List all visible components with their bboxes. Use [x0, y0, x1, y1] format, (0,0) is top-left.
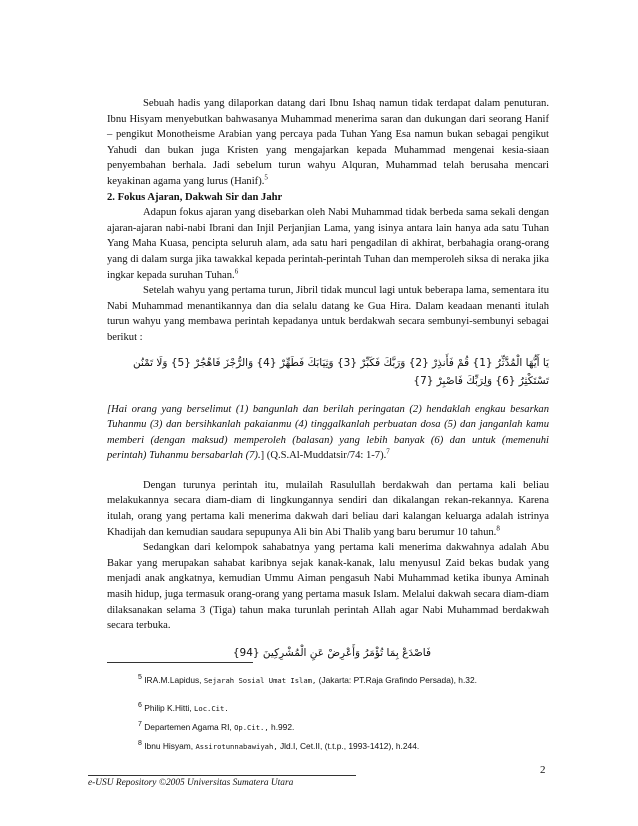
footnote-ref-8[interactable]: 8	[496, 524, 500, 533]
footnote-ref-5[interactable]: 5	[264, 173, 268, 182]
paragraph-fokus-ajaran: Adapun fokus ajaran yang disebarkan oleh Nabi Muhammad tidak berbeda sama sekali dengan ajaran-ajaran nabi-nabi Ibrani dan Injil Perjanjian Lama, yang isinya antara lain hanya ada satu Tuhan Yang Maha Kuasa, pencipta seluruh alam, ada satu hari pengadilan di akhirat, berbahagia orang-orang yang di dalam surga jika tawakkal kepada perintah-perintah Tuhan dan memperoleh siksa di neraka jika ingkar kepada suruhan Tuhan.$^6$	[107, 207, 549, 281]
footnotes	[138, 671, 558, 756]
paragraph-hanif: Sebuah hadis yang dilaporkan datang dari Ibnu Ishaq namun tidak terdapat dalam penuturan. Ibnu Hisyam menyebutkan bahwasanya Muhammad menerima saran dan dukungan dari seorang Hanif – pengikut Monotheisme Arabian yang percaya pada Tuhan Yang Esa namun bukan sebagai pengikut Yahudi dan bukan juga Kristen yang mengajarkan kepada Muhammad mengenai kesia-siaan penyembahan berhala. Jadi sebelum turun wahyu Alquran, Muhammad telah berusaha mencari keyakinan agama yang lurus (Hanif).$^5$	[107, 98, 549, 187]
verse-translation: [Hai orang yang berselimut (1) bangunlah dan berilah peringatan (2) hendaklah engkau besarkan Tuhanmu (3) dan bersihkanlah pakaianmu (4) tinggalkanlah perbuatan dosa (5) dan janganlah kamu memberi (dengan maksud) memperoleh (balasan) yang lebih banyak (6) dan untuk (memenuhi perintah) Tuhanmu bersabarlah (7).] (Q.S.Al-Muddatsir/74: 1-7).$^7$	[107, 403, 549, 462]
page-number: 2	[540, 764, 546, 776]
footer-divider	[88, 775, 356, 776]
footnote-5: $^5$ IRA.M.Lapidus, Sejarah Sosial Umat Islam, (Jakarta: PT.Raja Grafindo Persada), h.32.	[138, 674, 477, 685]
footnote-divider	[107, 662, 253, 663]
arabic-verse-hijr: فَاصْدَعْ بِمَا تُؤْمَرُ وَأَعْرِضْ عَنِ الْمُشْرِكِينَ {94}	[232, 646, 431, 659]
paragraph-wahyu: Setelah wahyu yang pertama turun, Jibril tidak muncul lagi untuk beberapa lama, sementara itu Nabi Muhammad menantikannya dan dia selalu datang ke Gua Hira. Dalam keadaan menanti itulah turun wahyu yang membawa perintah kepadanya untuk berdakwah secara sembunyi-sembunyi sebagai berikut :	[107, 285, 549, 343]
section-heading: 2. Fokus Ajaran, Dakwah Sir dan Jahr	[107, 191, 283, 203]
footer-repository: e-USU Repository ©2005 Universitas Sumatera Utara	[88, 778, 294, 788]
main-body	[107, 96, 549, 662]
arabic-verse-muddatsir: يَا أَيُّهَا الْمُدَّثِّرُ {1} قُمْ فَأَنذِرْ {2} وَرَبَّكَ فَكَبِّرْ {3} وَثِيَابَكَ فَطَهِّرْ {4} وَالرُّجْزَ فَاهْجُرْ {5} وَلَا تَمْنُن تَسْتَكْثِرُ {6} وَلِرَبِّكَ فَاصْبِرْ {7}	[132, 356, 549, 387]
footnote-8: $^8$ Ibnu Hisyam, Assirotunnabawiyah, Jld.I, Cet.II, (t.t.p., 1993-1412), h.244.	[138, 740, 420, 751]
footnote-ref-6[interactable]: 6	[234, 267, 239, 275]
footnote-ref-7[interactable]: 7	[386, 447, 390, 456]
paragraph-sahabat: Sedangkan dari kelompok sahabatnya yang pertama kali menerima dakwahnya adalah Abu Bakar yang merupakan sahabat karibnya sejak kanak-kanak, lalu menyusul Zaid bekas budak yang menjadi anak angkatnya, kemudian Ummu Aiman pengasuh Nabi Muhammad ketika ibunya Aminah masih hidup, juga termasuk orang-orang yang pertama masuk Islam. Melalui dakwah secara diam-diam dilaksanakan selama 3 (Tiga) tahun maka turunlah perintah Allah agar Nabi Muhammad berdakwah secara terbuka.	[107, 542, 549, 632]
footnote-7: $^7$ Departemen Agama RI, Op.Cit., h.992.	[138, 721, 295, 732]
paragraph-dakwah-diam: Dengan turunya perintah itu, mulailah Rasulullah berdakwah dan pertama kali beliau melakukannya secara diam-diam di lingkungannya sendiri dan dikalangan rekan-rekannya. Karena itulah, orang yang pertama kali menerima dakwah dari beliau dari kalangan keluarga adalah istrinya Khadijah dan kemudian saudara sepupunya Ali bin Abi Thalib yang baru berumur 10 tahun.$^8$	[107, 479, 549, 538]
footnote-6: $^6$ Philip K.Hitti, Loc.Cit.	[138, 702, 229, 713]
